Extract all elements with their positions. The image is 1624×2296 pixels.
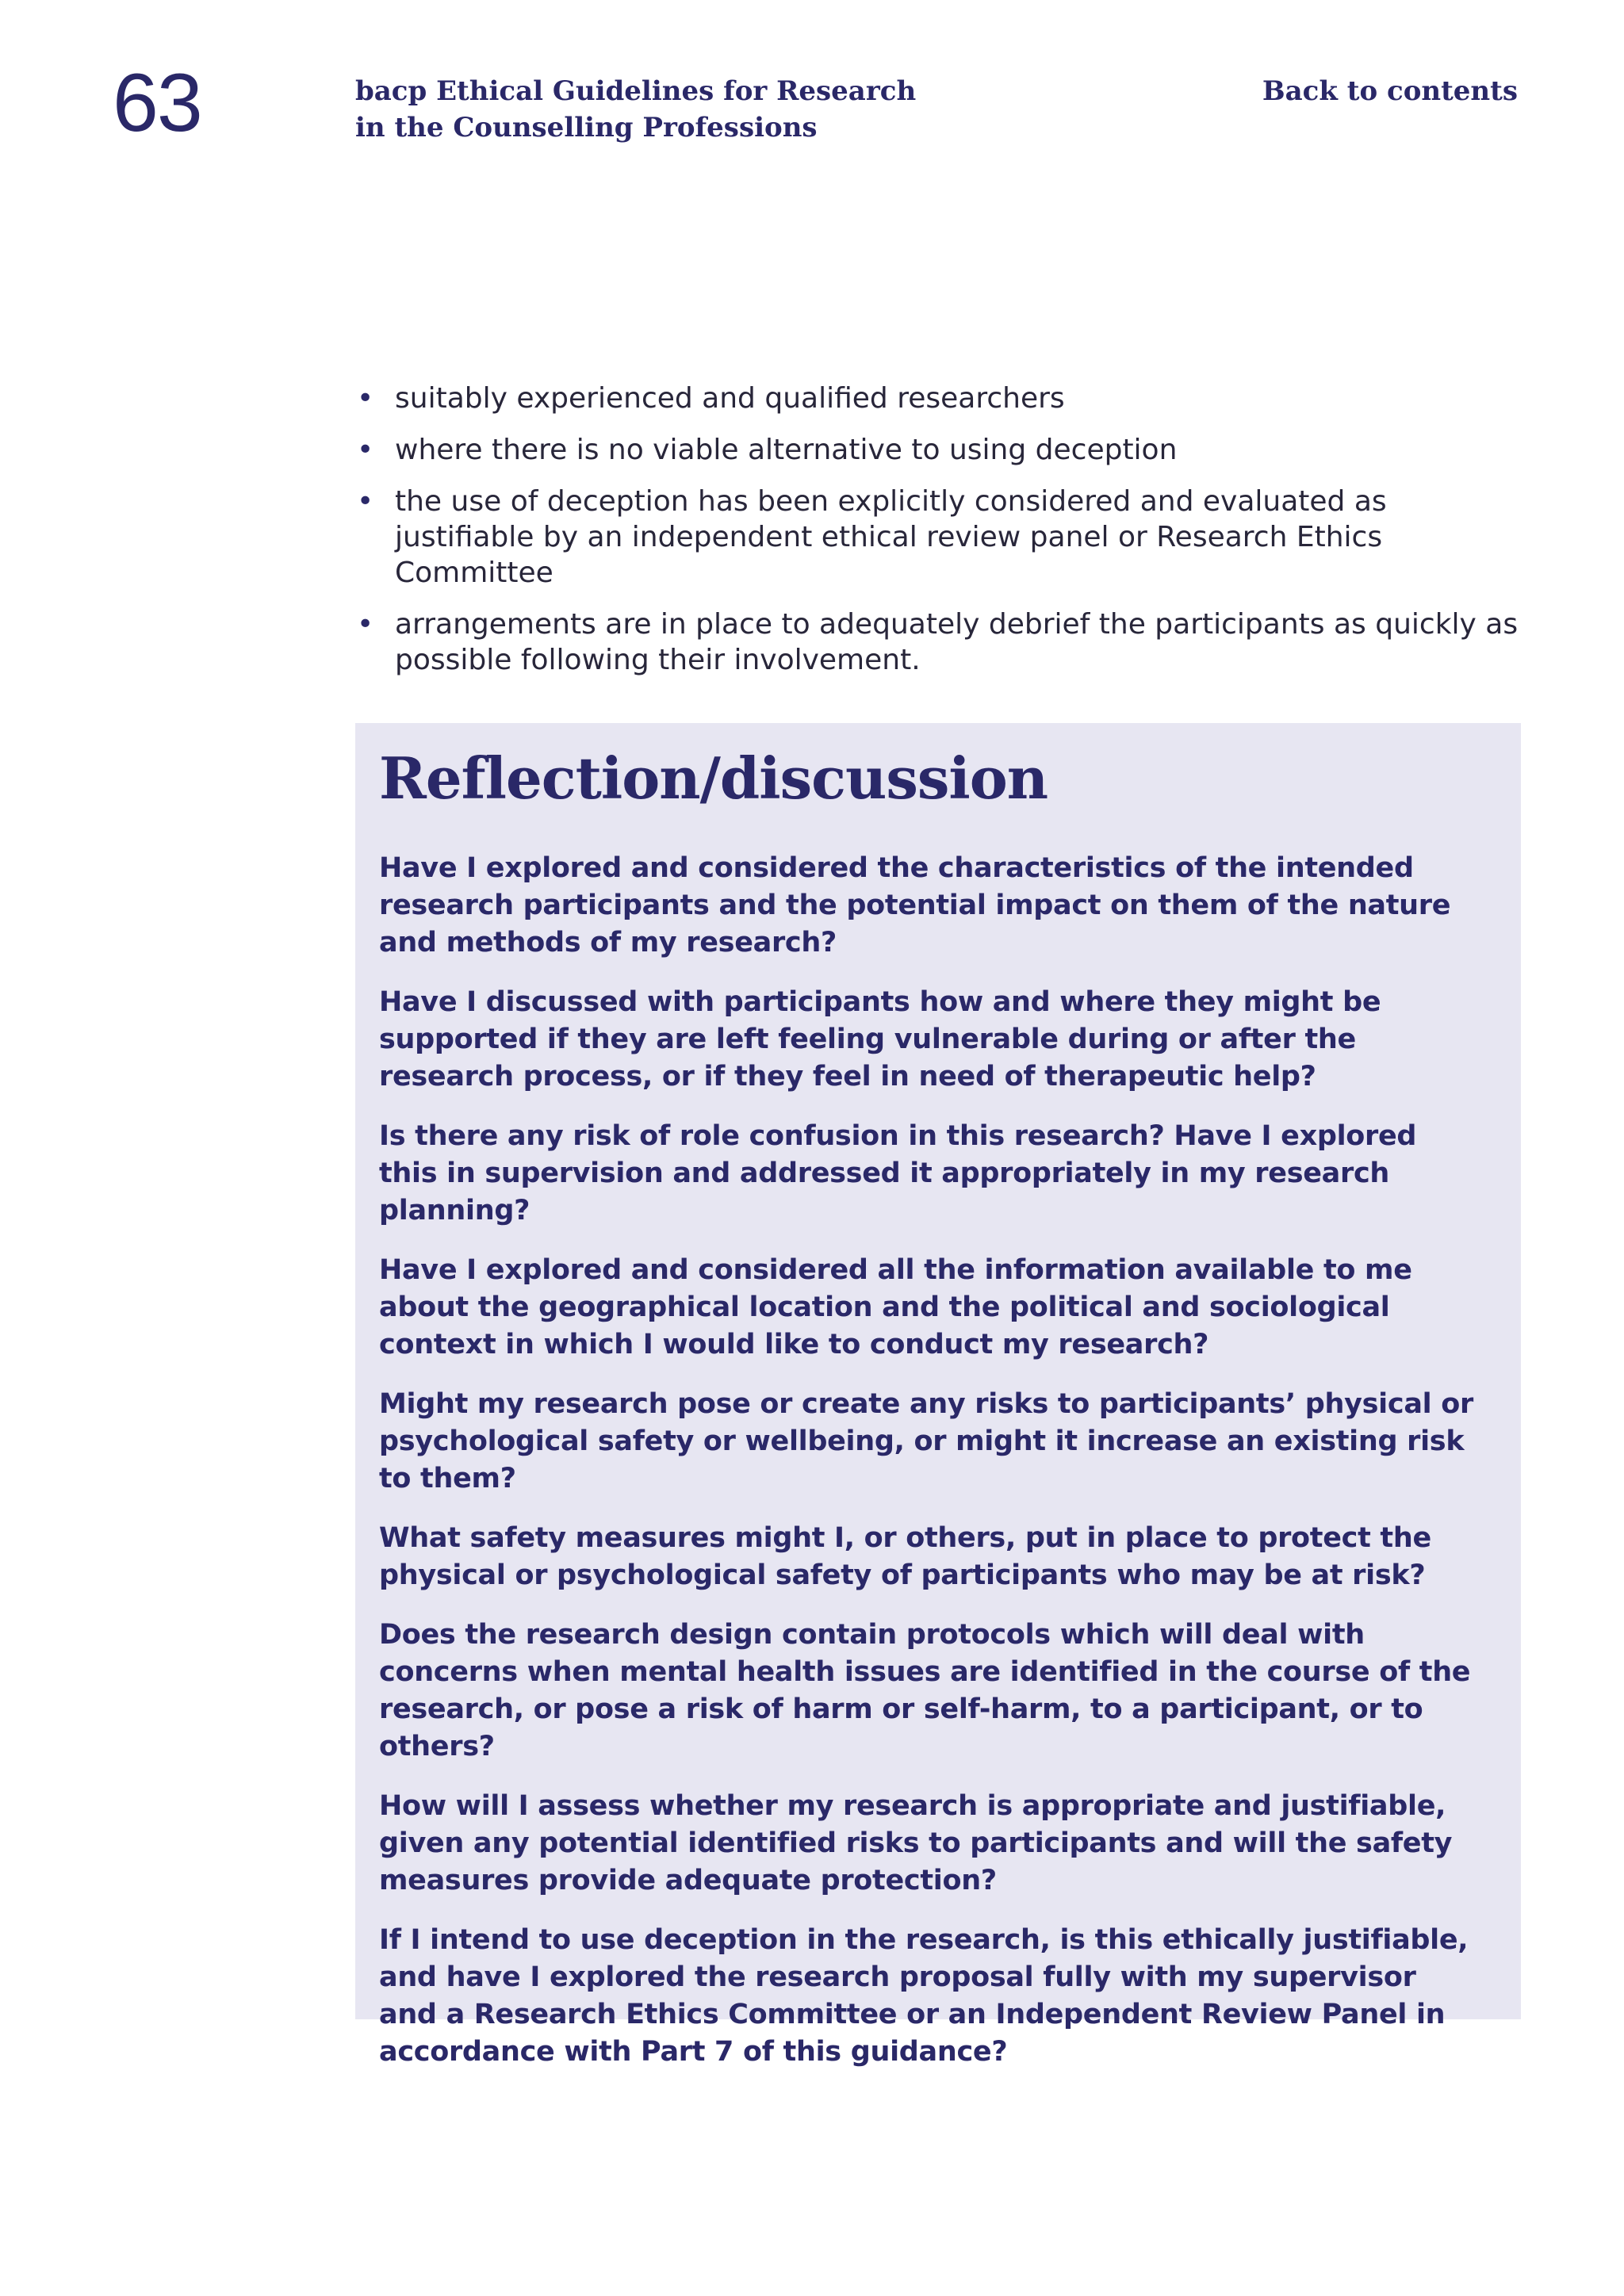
reflection-question: Is there any risk of role confusion in this research? Have I explored this in supervision and addressed it appropriately in my research planning? <box>379 1120 1417 1226</box>
reflection-heading: Reflection/discussion <box>379 744 1048 812</box>
list-item <box>355 381 1521 416</box>
reflection-question: How will I assess whether my research is appropriate and justifiable, given any potential identified risks to participants and will the safety measures provide adequate protection? <box>379 1790 1453 1896</box>
bullet-icon: • <box>357 485 374 518</box>
list-item-text: suitably experienced and qualified researchers <box>395 382 1065 415</box>
reflection-question: What safety measures might I, or others, put in place to protect the physical or psychological safety of participants who may be at risk? <box>379 1522 1431 1591</box>
bullet-icon: • <box>357 434 374 466</box>
list-item <box>355 484 1521 591</box>
list-item-text: where there is no viable alternative to using deception <box>395 434 1178 466</box>
reflection-question: If I intend to use deception in the research, is this ethically justifiable, and have I explored the research proposal fully with my supervisor and a Research Ethics Committee or an Independent Review Panel in accordance with Part 7 of this guidance? <box>379 1924 1469 2068</box>
bullet-list <box>355 381 1521 694</box>
bullet-icon: • <box>357 382 374 415</box>
back-to-contents-link[interactable]: Back to contents <box>1262 75 1518 107</box>
bullet-icon: • <box>357 608 374 641</box>
reflection-question: Might my research pose or create any risks to participants’ physical or psychological safety or wellbeing, or might it increase an existing risk to them? <box>379 1388 1473 1494</box>
reflection-question: Have I explored and considered the characteristics of the intended research participants and the potential impact on them of the nature and methods of my research? <box>379 852 1451 959</box>
list-item-text: the use of deception has been explicitly considered and evaluated as justifiable by an independent ethical review panel or Research Ethics Committee <box>395 485 1387 589</box>
list-item-text: arrangements are in place to adequately debrief the participants as quickly as possible following their involvement. <box>395 608 1519 676</box>
page-number: 63 <box>113 57 201 149</box>
reflection-question: Does the research design contain protocols which will deal with concerns when mental health issues are identified in the course of the research, or pose a risk of harm or self-harm, to a participant, or to others? <box>379 1619 1471 1762</box>
reflection-question: Have I discussed with participants how and where they might be supported if they are left feeling vulnerable during or after the research process, or if they feel in need of therapeutic help? <box>379 986 1381 1093</box>
list-item <box>355 607 1521 678</box>
list-item <box>355 432 1521 468</box>
document-title-line-2: in the Counselling Professions <box>355 112 818 144</box>
reflection-discussion-box <box>355 723 1521 2068</box>
reflection-question: Have I explored and considered all the information available to me about the geographical location and the political and sociological context in which I would like to conduct my research? <box>379 1254 1412 1360</box>
document-title <box>355 73 990 146</box>
document-title-line-1: bacp Ethical Guidelines for Research <box>355 75 917 107</box>
